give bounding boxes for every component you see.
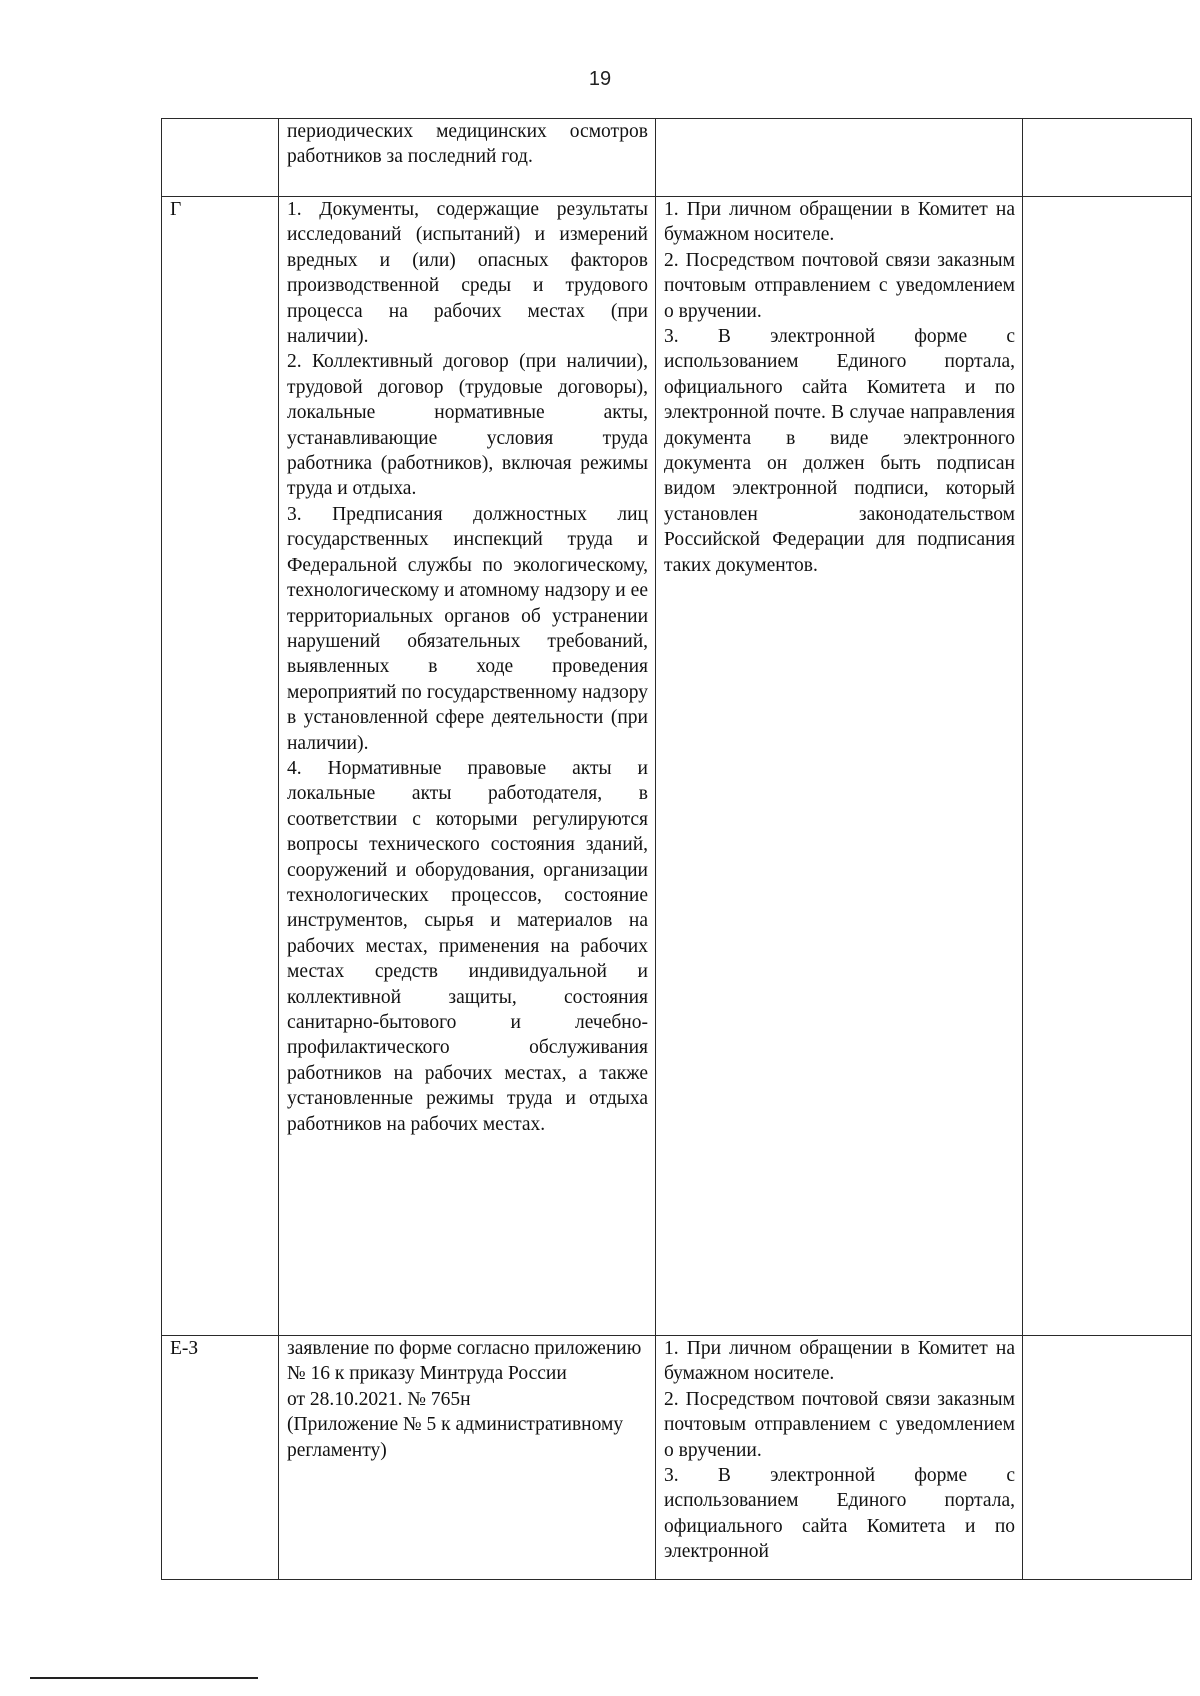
document-item: 3. Предписания должностных лиц государственных инспекций труда и Федеральной службы по экологическому, технологическому и атомному надзору и ее территориальных органов об устранении нарушений обязательных требований, выявленных в ходе проведения мероприятий по государственному надзору в установленной сфере деятельности (при наличии). xyxy=(287,503,648,754)
submission-methods-cell xyxy=(656,197,1023,1336)
documents-cell xyxy=(279,1336,656,1580)
submission-methods-cell xyxy=(656,1336,1023,1580)
document-item: (Приложение № 5 к административному регламенту) xyxy=(287,1414,624,1461)
row-code: Г xyxy=(162,197,279,1336)
method-item: 2. Посредством почтовой связи заказным почтовым отправлением с уведомлением о вручении. xyxy=(664,249,1015,322)
document-item: 1. Документы, содержащие результаты исследований (испытаний) и измерений вредных и (или) опасных факторов производственной среды и трудового процесса на рабочих местах (при наличии). xyxy=(287,199,648,348)
method-item: 3. В электронной форме с использованием Единого портала, официального сайта Комитета и по электронной почте. В случае направления документа в виде электронного документа он должен быть подписан видом электронной подписи, который установлен законодательством Российской Федерации для подписания таких документов. xyxy=(664,326,1015,576)
table-row xyxy=(162,197,1192,1336)
table-row xyxy=(162,1336,1192,1580)
note-cell xyxy=(1023,1336,1192,1580)
documents-table xyxy=(161,118,1192,1580)
document-item: заявление по форме согласно приложению № 16 к приказу Минтруда России xyxy=(287,1338,642,1385)
document-item: 2. Коллективный договор (при наличии), трудовой договор (трудовые договоры), локальные нормативные акты, устанавливающие условия труда работника (работников), включая режимы труда и отдыха. xyxy=(287,351,648,500)
document-item: от 28.10.2021. № 765н xyxy=(287,1388,471,1410)
footnote-separator xyxy=(30,1677,258,1679)
method-item: 1. При личном обращении в Комитет на бумажном носителе. xyxy=(664,1338,1015,1385)
method-item: 3. В электронной форме с использованием Единого портала, официального сайта Комитета и по электронной xyxy=(664,1465,1015,1563)
documents-cell xyxy=(279,119,656,197)
row-code xyxy=(162,119,279,197)
table-row xyxy=(162,119,1192,197)
page-number: 19 xyxy=(588,68,612,90)
document-item: периодических медицинских осмотров работников за последний год. xyxy=(287,121,648,168)
note-cell xyxy=(1023,197,1192,1336)
method-item: 2. Посредством почтовой связи заказным почтовым отправлением с уведомлением о вручении. xyxy=(664,1388,1015,1461)
documents-cell xyxy=(279,197,656,1336)
submission-methods-cell xyxy=(656,119,1023,197)
row-code: Е-З xyxy=(162,1336,279,1580)
method-item: 1. При личном обращении в Комитет на бумажном носителе. xyxy=(664,199,1015,246)
note-cell xyxy=(1023,119,1192,197)
document-item: 4. Нормативные правовые акты и локальные акты работодателя, в соответствии с которыми регулируются вопросы технического состояния зданий, сооружений и оборудования, организации технологических процессов, состояние инструментов, сырья и материалов на рабочих местах, применения на рабочих местах средств индивидуальной и коллективной защиты, состояния санитарно-бытового и лечебно-профилактического обслуживания работников на рабочих местах, а также установленные режимы труда и отдыха работников на рабочих местах. xyxy=(287,757,648,1135)
